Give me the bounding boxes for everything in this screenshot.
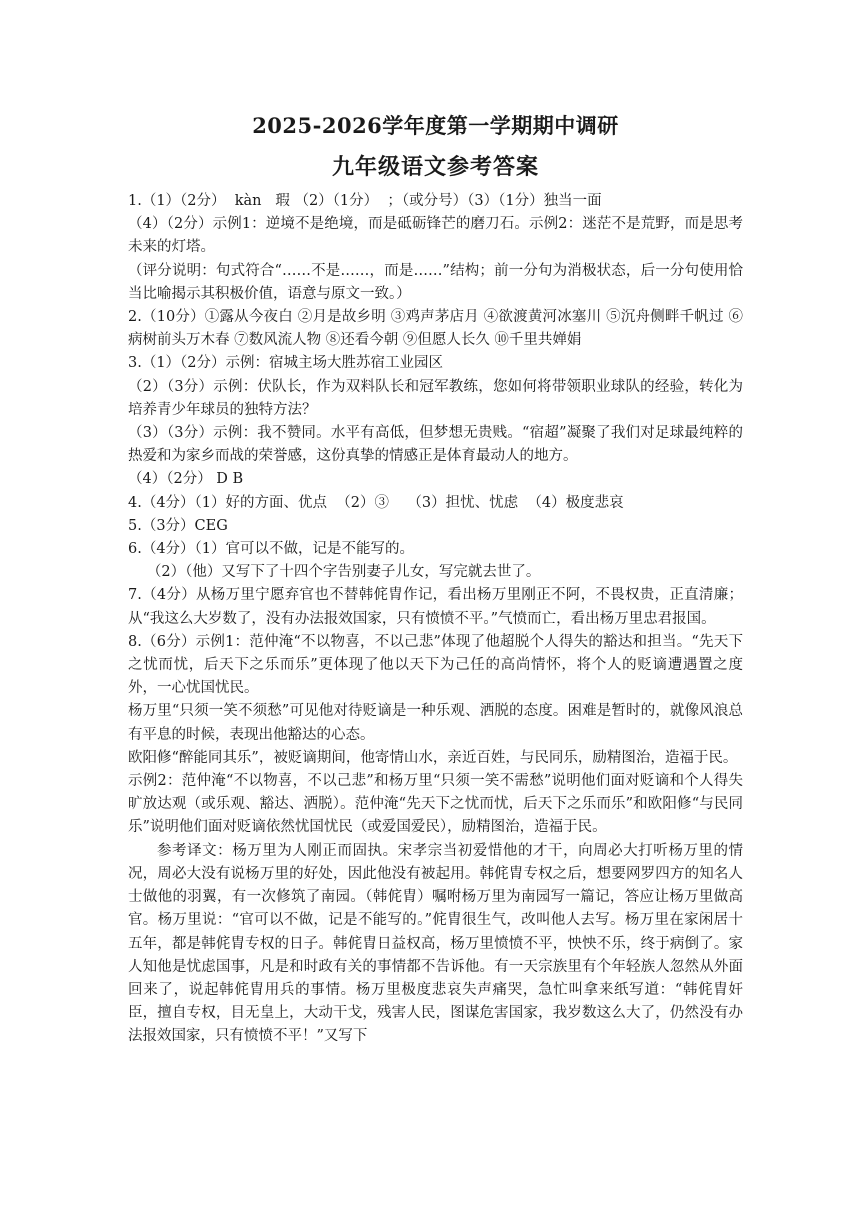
answer-6-1: 6.（4分）（1）官可以不做，记是不能写的。 [128, 541, 415, 558]
answer-2: 2.（10分）①露从今夜白 ②月是故乡明 ③鸡声茅店月 ④欲渡黄河冰塞川 ⑤沉舟侧畔千帆过 ⑥病树前头万木春 ⑦数风流人物 ⑧还看今朝 ⑨但愿人长久 ⑩千里共婵娟 [128, 309, 743, 349]
answer-7: 7.（4分）从杨万里宁愿弃官也不替韩侂胄作记，看出杨万里刚正不阿，不畏权贵，正直清廉；从“我这么大岁数了，没有办法报效国家，只有愤愤不平。”气愤而亡，看出杨万里忠君报国。 [128, 587, 743, 627]
answer-8-example-2: 示例2：范仲淹“不以物喜，不以己悲”和杨万里“只须一笑不需愁”说明他们面对贬谪和个人得失旷放达观（或乐观、豁达、洒脱）。范仲淹“先天下之忧而忧，后天下之乐而乐”和欧阳修“与民同乐”说明他们面对贬谪依然忧国忧民（或爱国爱民），励精图治，造福于民。 [128, 773, 743, 836]
answer-1-4: （4）（2分）示例1：逆境不是绝境，而是砥砺锋芒的磨刀石。示例2：迷茫不是荒野，而是思考未来的灯塔。 [128, 216, 743, 256]
answer-6-2: （2）（他）又写下了十四个字告别妻子儿女，写完就去世了。 [146, 564, 541, 581]
answer-3-3: （3）（3分）示例：我不赞同。水平有高低，但梦想无贵贱。“宿超”凝聚了我们对足球最纯粹的热爱和为家乡而战的荣誉感，这份真挚的情感正是体育最动人的地方。 [128, 425, 743, 465]
answer-8-example-1: 8.（6分）示例1：范仲淹“不以物喜，不以己悲”体现了他超脱个人得失的豁达和担当。“先天下之忧而忧，后天下之乐而乐”更体现了他以天下为己任的高尚情怀，将个人的贬谪遭遇置之度外，一心忧国忧民。 [128, 633, 743, 697]
answer-3-4: （4）（2分） D B [128, 471, 244, 488]
reference-translation: 参考译文：杨万里为人刚正而固执。宋孝宗当初爱惜他的才干，向周必大打听杨万里的情况，周必大没有说杨万里的好处，因此他没有被起用。韩侂胄专权之后，想要网罗四方的知名人士做他的羽翼，有一次修筑了南园。（韩侂胄）嘱咐杨万里为南园写一篇记，答应让杨万里做高官。杨万里说：“官可以不做，记是不能写的。”侂胄很生气，改叫他人去写。杨万里在家闲居十五年，都是韩侂胄专权的日子。韩侂胄日益权高，杨万里愤愤不平，怏怏不乐，终于病倒了。家人知他是忧虑国事，凡是和时政有关的事情都不告诉他。有一天宗族里有个年轻族人忽然从外面回来了，说起韩侂胄用兵的事情。杨万里极度悲哀失声痛哭，急忙叫拿来纸写道：“韩侂胄奸臣，擅自专权，目无皇上，大动干戈，残害人民，图谋危害国家，我岁数这么大了，仍然没有办法报效国家，只有愤愤不平！”又写下 [128, 842, 743, 1045]
answer-3-2: （2）（3分）示例：伏队长，作为双料队长和冠军教练，您如何将带领职业球队的经验，转化为培养青少年球员的独特方法？ [128, 378, 743, 418]
document-title: 2025-2026学年度第一学期期中调研 [252, 113, 619, 138]
scoring-note-1: （评分说明：句式符合“……不是……，而是……”结构；前一分句为消极状态，后一分句使用恰当比喻揭示其积极价值，语意与原文一致。） [128, 262, 743, 302]
answer-4: 4.（4分）（1）好的方面、优点 （2）③ （3）担忧、忧虑 （4）极度悲哀 [128, 494, 624, 511]
answer-3-1: 3.（1）（2分）示例：宿城主场大胜苏宿工业园区 [128, 355, 444, 372]
document-subtitle: 九年级语文参考答案 [331, 154, 539, 180]
answer-8-yang-wanli: 杨万里“只须一笑不须愁”可见他对待贬谪是一种乐观、洒脱的态度。困难是暂时的，就像风浪总有平息的时候，表现出他豁达的心态。 [128, 703, 743, 743]
answer-1-1-3: 1.（1）（2分） kàn 瑕 （2）（1分） ；（或分号）（3）（1分）独当一面 [128, 193, 602, 209]
answer-8-ouyang-xiu: 欧阳修“醉能同其乐”，被贬谪期间，他寄情山水，亲近百姓，与民同乐，励精图治，造福于民。 [128, 749, 738, 766]
answer-5: 5.（3分）CEG [128, 517, 228, 534]
